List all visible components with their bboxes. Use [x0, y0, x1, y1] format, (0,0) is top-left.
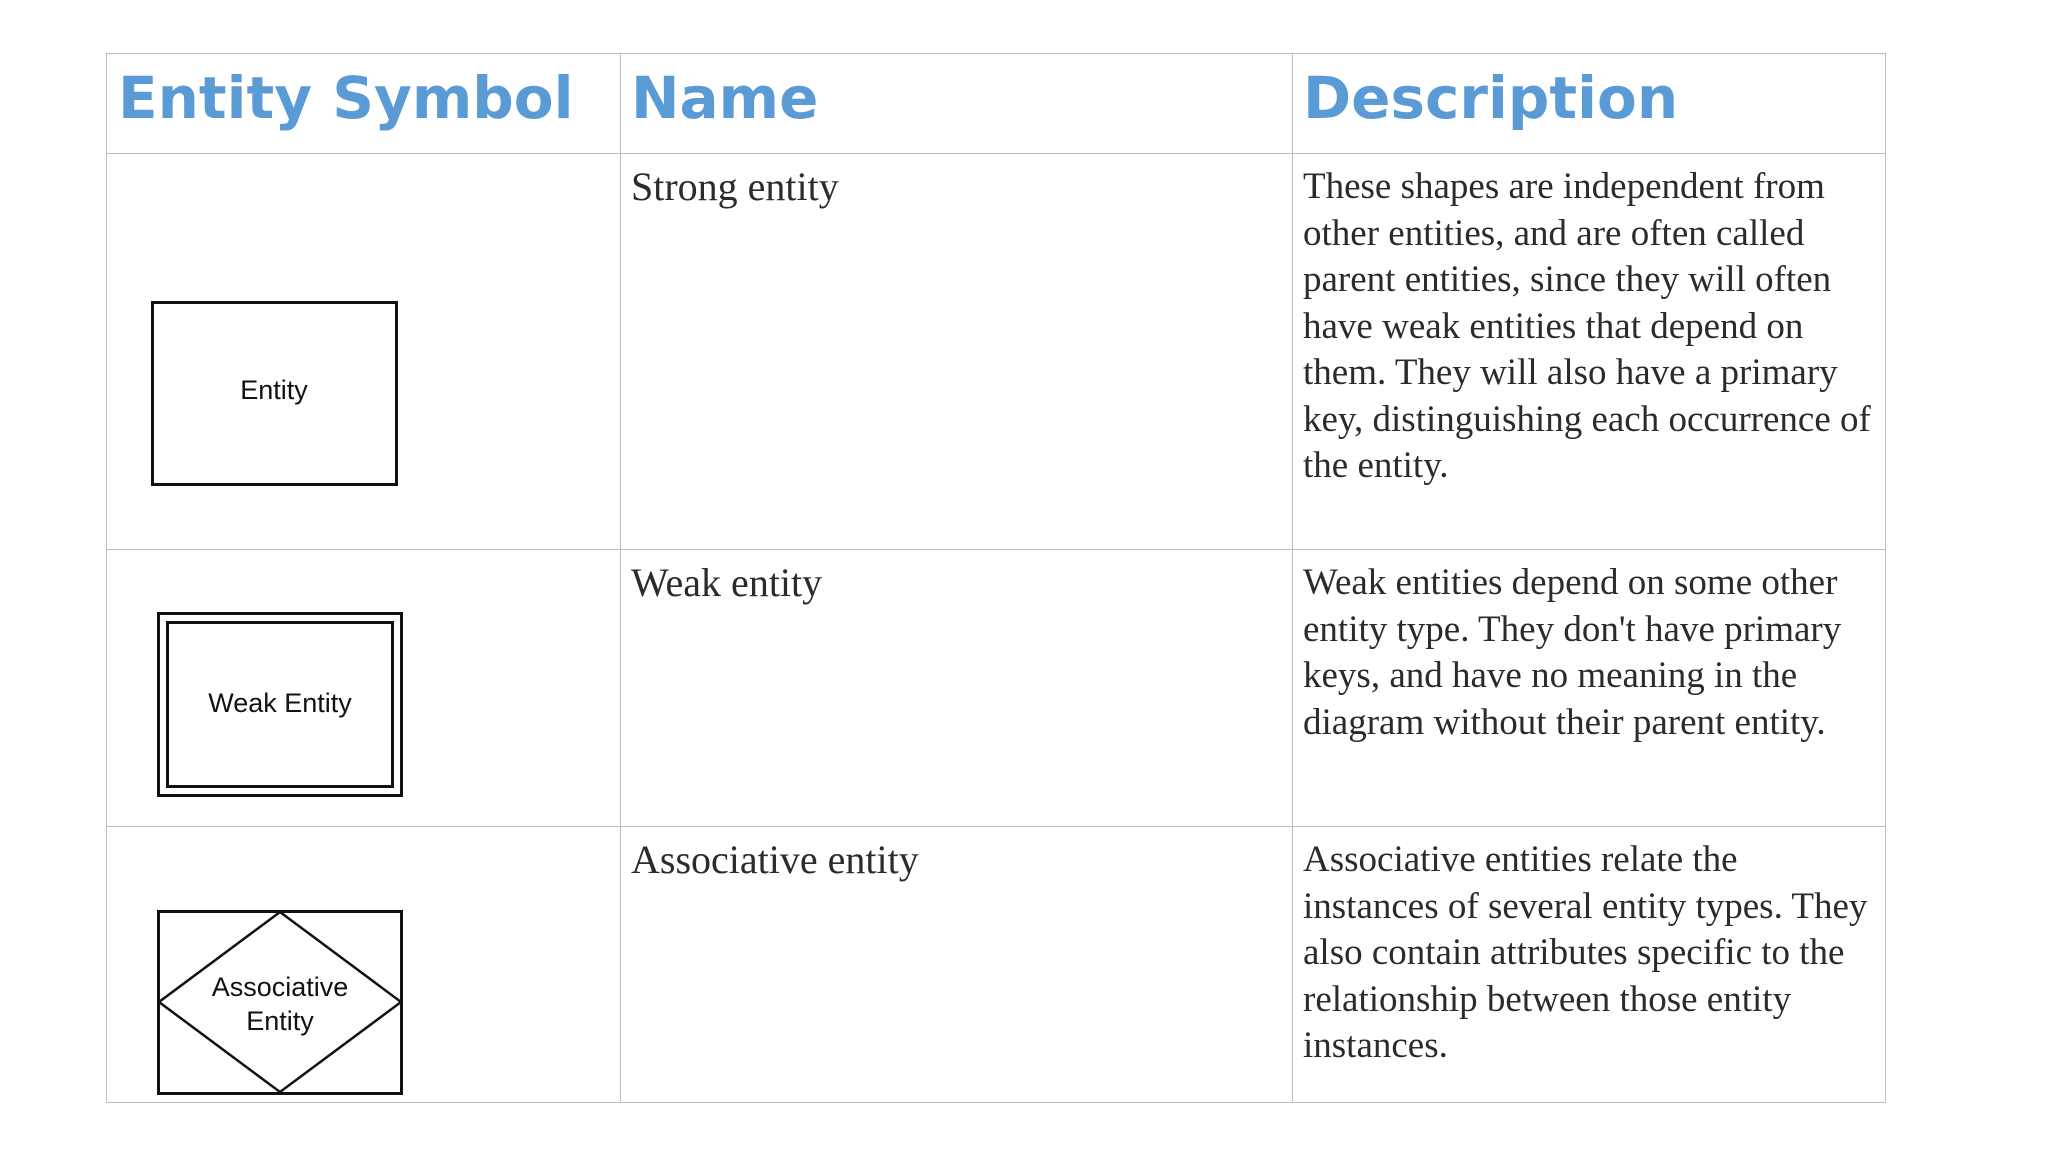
row-divider — [107, 826, 1885, 827]
strong-entity-symbol — [151, 301, 401, 491]
row-divider — [107, 153, 1885, 154]
associative-entity-symbol-label-line1: Associative — [211, 972, 349, 1002]
header-name: Name — [631, 64, 819, 132]
name-associative-entity: Associative entity — [631, 837, 919, 882]
description-weak-entity: Weak entities depend on some other entity type. They don't have primary keys, and have no meaning in the diagram without their parent entity. — [1303, 562, 1842, 743]
name-weak-entity: Weak entity — [631, 560, 823, 605]
weak-entity-symbol — [157, 612, 407, 802]
associative-entity-symbol — [157, 910, 407, 1100]
column-divider — [1292, 54, 1293, 1102]
name-strong-entity: Strong entity — [631, 164, 839, 209]
header-description: Description — [1303, 64, 1679, 132]
strong-entity-symbol-label: Entity — [240, 375, 308, 405]
header-entity-symbol: Entity Symbol — [118, 64, 574, 132]
description-strong-entity: These shapes are independent from other entities, and are often called parent entities, since they will often have weak entities that depend on them. They will also have a primary key, distinguishing each occurrence of the entity. — [1303, 166, 1871, 486]
weak-entity-symbol-label: Weak Entity — [208, 688, 352, 718]
associative-entity-symbol-label-line2: Entity — [246, 1006, 314, 1036]
column-divider — [620, 54, 621, 1102]
row-divider — [107, 549, 1885, 550]
description-associative-entity: Associative entities relate the instances of several entity types. They also contain attributes specific to the relationship between those entity instances. — [1303, 839, 1868, 1066]
entity-symbols-table — [106, 53, 1886, 1103]
